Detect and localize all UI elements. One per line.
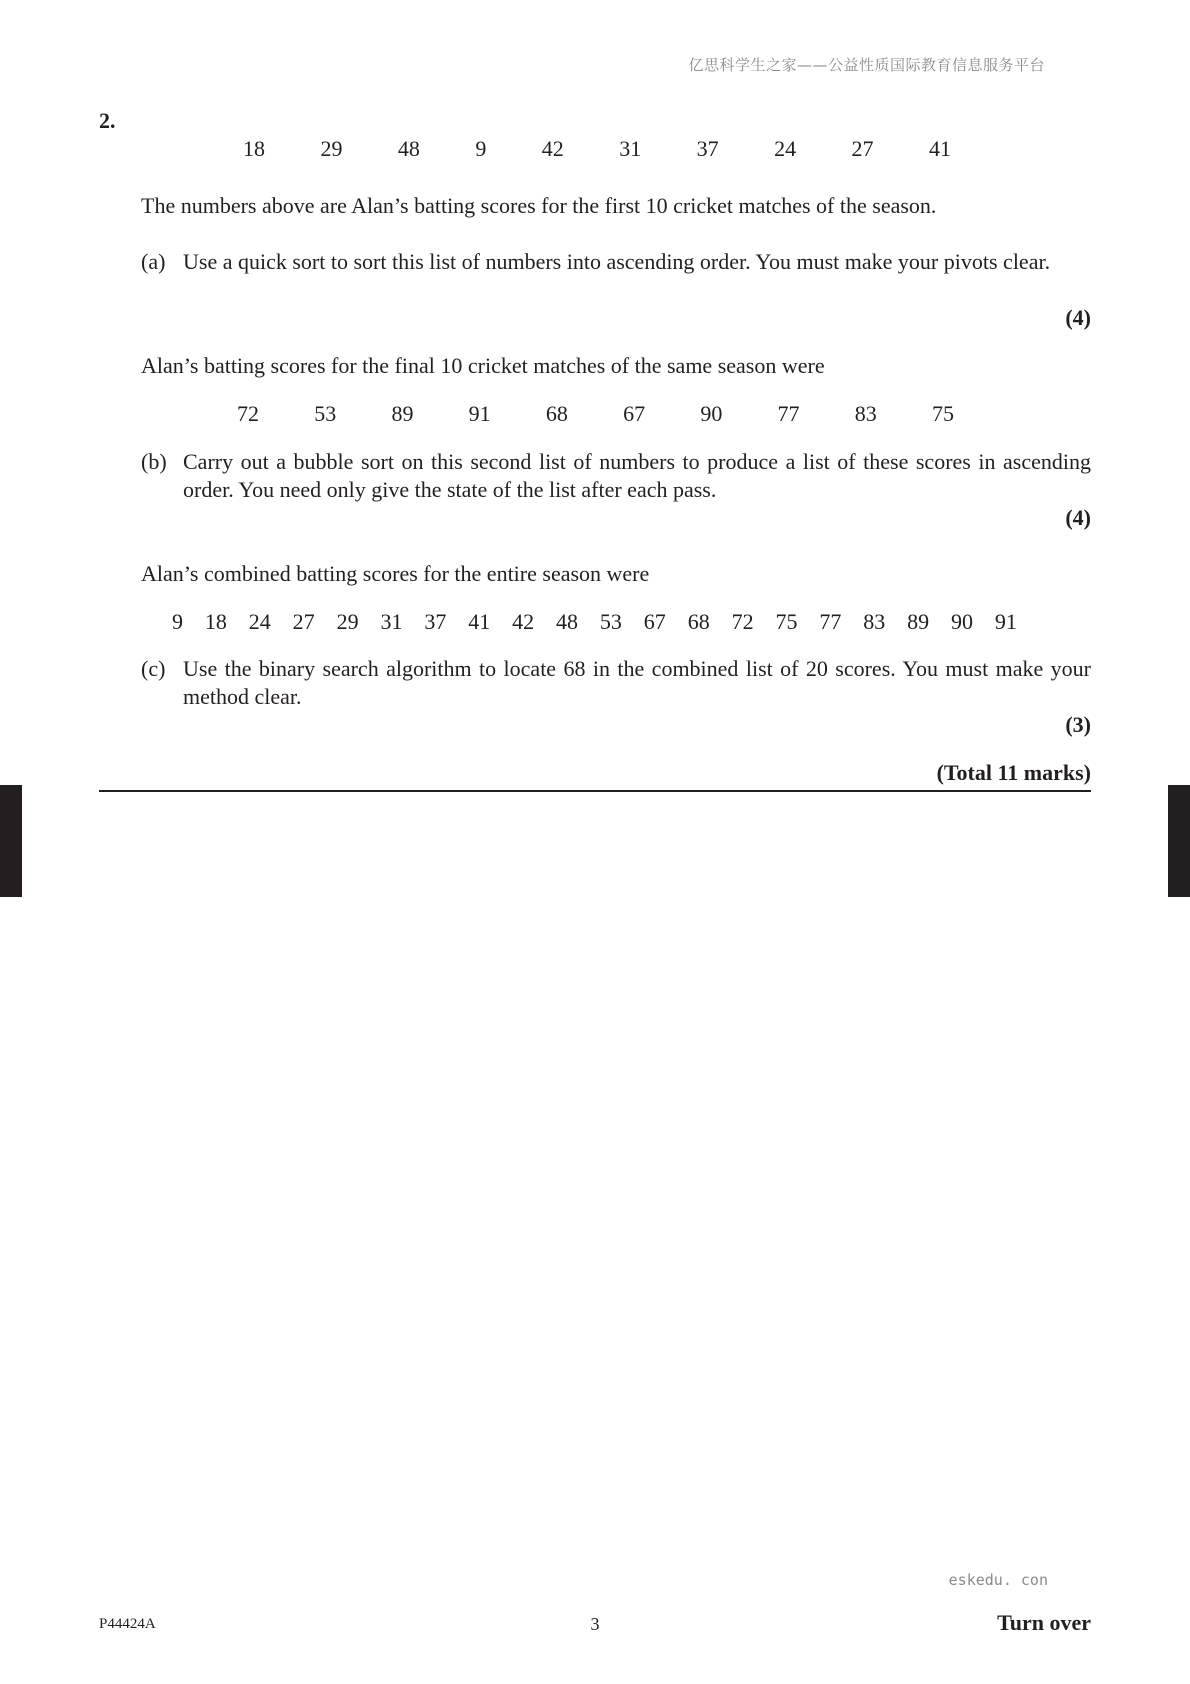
score: 42 <box>541 136 564 161</box>
final-scores-row <box>237 401 954 427</box>
score: 48 <box>397 136 420 161</box>
watermark-header: 亿思科学生之家——公益性质国际教育信息服务平台 <box>688 56 1045 74</box>
score: 68 <box>545 401 568 426</box>
score: 9 <box>475 136 487 161</box>
score: 41 <box>928 136 951 161</box>
score: 72 <box>731 609 754 634</box>
total-marks: (Total 11 marks) <box>936 760 1091 785</box>
intro-text: The numbers above are Alan’s batting scores for the first 10 cricket matches of the season. <box>141 193 937 218</box>
paper-code: P44424A <box>99 1616 156 1632</box>
score: 75 <box>931 401 954 426</box>
part-a-text: Use a quick sort to sort this list of numbers into ascending order. You must make your pivots clear. <box>183 249 1051 274</box>
part-c-text: Use the binary search algorithm to locate 68 in the combined list of 20 scores. You must make your method clear. <box>183 656 1091 709</box>
part-b-text: Carry out a bubble sort on this second list of numbers to produce a list of these scores in ascending order. You need only give the state of the list after each pass. <box>183 449 1091 502</box>
combined-intro-text: Alan’s combined batting scores for the entire season were <box>141 561 650 586</box>
total-rule <box>99 790 1091 792</box>
score: 77 <box>777 401 800 426</box>
page-number: 3 <box>590 1614 600 1634</box>
part-c-label: (c) <box>141 656 166 681</box>
score: 31 <box>619 136 642 161</box>
score: 83 <box>854 401 877 426</box>
combined-scores-row <box>172 609 1017 635</box>
score: 77 <box>819 609 842 634</box>
question-number: 2. <box>99 108 116 133</box>
final-intro-text: Alan’s batting scores for the final 10 cricket matches of the same season were <box>141 353 825 378</box>
score: 67 <box>623 401 646 426</box>
score: 48 <box>556 609 579 634</box>
first-scores-row <box>243 136 951 162</box>
score: 41 <box>468 609 491 634</box>
part-a <box>141 248 1091 276</box>
part-a-label: (a) <box>141 249 166 274</box>
score: 31 <box>380 609 403 634</box>
part-b <box>141 448 1091 504</box>
watermark-footer: eskedu. con <box>948 1571 1048 1589</box>
score: 91 <box>468 401 491 426</box>
score: 29 <box>336 609 359 634</box>
score: 29 <box>320 136 343 161</box>
turn-over-label: Turn over <box>997 1610 1091 1635</box>
score: 83 <box>863 609 886 634</box>
part-a-marks: (4) <box>1065 305 1091 330</box>
score: 27 <box>292 609 315 634</box>
part-b-marks: (4) <box>1065 505 1091 530</box>
score: 18 <box>204 609 227 634</box>
score: 91 <box>994 609 1017 634</box>
score: 9 <box>172 609 183 634</box>
score: 53 <box>314 401 337 426</box>
left-margin-bar <box>0 785 22 897</box>
right-margin-bar <box>1168 785 1190 897</box>
score: 89 <box>907 609 930 634</box>
score: 67 <box>643 609 666 634</box>
part-b-label: (b) <box>141 449 167 474</box>
part-c-marks: (3) <box>1065 712 1091 737</box>
score: 18 <box>243 136 265 161</box>
score: 24 <box>774 136 797 161</box>
score: 72 <box>237 401 259 426</box>
score: 53 <box>599 609 622 634</box>
score: 75 <box>775 609 798 634</box>
score: 89 <box>391 401 414 426</box>
score: 37 <box>696 136 719 161</box>
score: 27 <box>851 136 874 161</box>
part-c <box>141 655 1091 711</box>
score: 90 <box>700 401 723 426</box>
score: 24 <box>248 609 271 634</box>
score: 37 <box>424 609 447 634</box>
score: 42 <box>512 609 535 634</box>
score: 90 <box>951 609 974 634</box>
score: 68 <box>687 609 710 634</box>
